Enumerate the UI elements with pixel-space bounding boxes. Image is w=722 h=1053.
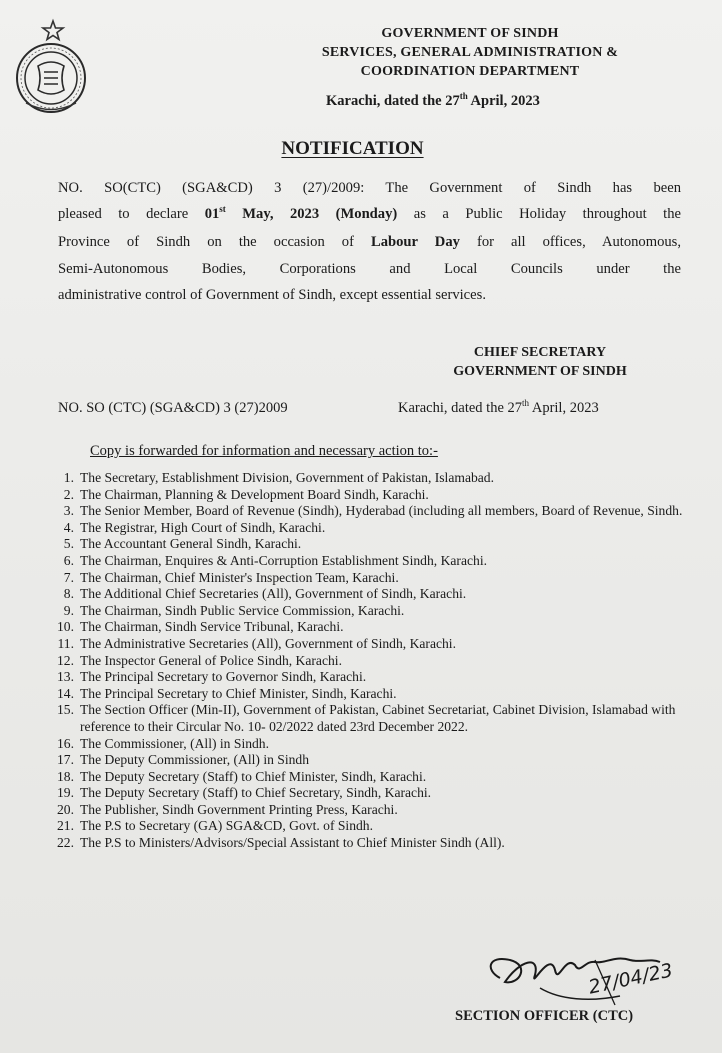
recipient-item xyxy=(50,736,700,753)
recipient-number: 17. xyxy=(57,752,74,768)
recipient-number: 7. xyxy=(63,569,74,585)
recipient-text: The Chairman, Planning & Development Board Sindh, Karachi. xyxy=(80,486,429,502)
recipient-text: The Inspector General of Police Sindh, Karachi. xyxy=(80,652,342,668)
recipient-number: 2. xyxy=(63,486,74,502)
recipient-item xyxy=(50,603,700,620)
recipient-number: 15. xyxy=(57,702,74,718)
recipient-number: 9. xyxy=(63,602,74,618)
recipient-text: The Publisher, Sindh Government Printing Press, Karachi. xyxy=(80,801,398,817)
header-date: Karachi, dated the 27th April, 2023 xyxy=(326,91,540,109)
recipient-text: The Principal Secretary to Chief Minister, Sindh, Karachi. xyxy=(80,685,397,701)
recipient-list xyxy=(50,470,700,852)
recipient-number: 1. xyxy=(63,470,74,485)
recipient-item xyxy=(50,669,700,686)
recipient-text: The Section Officer (Min-II), Government of Pakistan, Cabinet Secretariat, Cabinet Division, Islamabad with reference to their Circular No. 10- 02/2022 dated 23rd December 2022. xyxy=(80,702,676,734)
government-seal-icon xyxy=(6,18,96,118)
recipient-number: 21. xyxy=(57,818,74,834)
recipient-item xyxy=(50,586,700,603)
section-officer-signatory: SECTION OFFICER (CTC) xyxy=(455,1008,634,1024)
recipient-item xyxy=(50,769,700,786)
header-line-1: GOVERNMENT OF SINDH xyxy=(381,26,559,41)
signature-date: 27/04/23 xyxy=(586,959,675,999)
recipient-item xyxy=(50,752,700,769)
recipient-item xyxy=(50,536,700,553)
recipient-item xyxy=(50,818,700,835)
recipient-text: The Deputy Commissioner, (All) in Sindh xyxy=(80,752,310,768)
recipient-item xyxy=(50,553,700,570)
recipient-item xyxy=(50,636,700,653)
recipient-item xyxy=(50,503,700,520)
recipient-text: The Chairman, Sindh Service Tribunal, Karachi. xyxy=(80,619,344,635)
recipient-item xyxy=(50,487,700,504)
header-line-3: COORDINATION DEPARTMENT xyxy=(360,64,580,79)
endorsement-ref-no: NO. SO (CTC) (SGA&CD) 3 (27)2009 xyxy=(58,400,288,416)
header-line-2: SERVICES, GENERAL ADMINISTRATION & xyxy=(321,45,619,60)
recipient-number: 3. xyxy=(63,503,74,519)
recipient-text: The Deputy Secretary (Staff) to Chief Minister, Sindh, Karachi. xyxy=(80,768,427,784)
recipient-text: The Administrative Secretaries (All), Government of Sindh, Karachi. xyxy=(80,635,456,651)
recipient-text: The Accountant General Sindh, Karachi. xyxy=(80,536,302,552)
recipient-item xyxy=(50,802,700,819)
recipient-text: The Deputy Secretary (Staff) to Chief Secretary, Sindh, Karachi. xyxy=(80,785,432,801)
recipient-text: The Commissioner, (All) in Sindh. xyxy=(80,735,270,751)
recipient-item xyxy=(50,702,700,735)
recipient-number: 14. xyxy=(57,685,74,701)
recipient-item xyxy=(50,520,700,537)
recipient-item xyxy=(50,835,700,852)
endorsement-date: Karachi, dated the 27th April, 2023 xyxy=(398,398,599,416)
recipient-text: The Secretary, Establishment Division, Government of Pakistan, Islamabad. xyxy=(80,470,495,485)
recipient-item xyxy=(50,785,700,802)
page-title: NOTIFICATION xyxy=(281,138,424,159)
recipient-text: The P.S to Ministers/Advisors/Special Assistant to Chief Minister Sindh (All). xyxy=(80,835,505,851)
recipient-text: The Additional Chief Secretaries (All), Government of Sindh, Karachi. xyxy=(80,586,467,602)
body-line-2: pleased to declare 01st May, 2023 (Monday) as a Public Holiday throughout the xyxy=(58,204,681,222)
department-header xyxy=(290,24,650,81)
recipient-text: The Senior Member, Board of Revenue (Sindh), Hyderabad (including all members, Board of Revenue, Sindh. xyxy=(80,503,683,519)
recipient-text: The Chairman, Sindh Public Service Commission, Karachi. xyxy=(80,602,405,618)
recipient-item xyxy=(50,653,700,670)
recipient-number: 12. xyxy=(57,652,74,668)
recipient-number: 20. xyxy=(57,801,74,817)
body-line-4: Semi-Autonomous Bodies, Corporations and Local Councils under the xyxy=(58,261,681,277)
recipient-number: 19. xyxy=(57,785,74,801)
recipient-item xyxy=(50,619,700,636)
recipient-number: 6. xyxy=(63,552,74,568)
recipient-text: The Principal Secretary to Governor Sindh, Karachi. xyxy=(80,669,367,685)
recipient-text: The Chairman, Chief Minister's Inspection Team, Karachi. xyxy=(80,569,399,585)
recipient-item xyxy=(50,686,700,703)
body-line-3: Province of Sindh on the occasion of Labour Day for all offices, Autonomous, xyxy=(58,234,681,250)
recipient-item xyxy=(50,470,700,487)
recipient-number: 8. xyxy=(63,586,74,602)
recipient-item xyxy=(50,570,700,587)
recipient-number: 11. xyxy=(57,635,74,651)
recipient-number: 13. xyxy=(57,669,74,685)
recipient-number: 5. xyxy=(63,536,74,552)
recipient-text: The Registrar, High Court of Sindh, Karachi. xyxy=(80,519,326,535)
recipient-number: 16. xyxy=(57,735,74,751)
chief-secretary-signatory: CHIEF SECRETARY GOVERNMENT OF SINDH xyxy=(453,345,627,379)
recipient-text: The P.S to Secretary (GA) SGA&CD, Govt. of Sindh. xyxy=(80,818,374,834)
recipient-number: 18. xyxy=(57,768,74,784)
copy-forwarded-line: Copy is forwarded for information and necessary action to:- xyxy=(90,443,438,459)
body-line-5: administrative control of Government of Sindh, except essential services. xyxy=(58,287,486,303)
recipient-text: The Chairman, Enquires & Anti-Corruption Establishment Sindh, Karachi. xyxy=(80,552,487,568)
recipient-number: 4. xyxy=(63,519,74,535)
body-line-1: NO. SO(CTC) (SGA&CD) 3 (27)/2009: The Government of Sindh has been xyxy=(58,180,681,196)
recipient-number: 22. xyxy=(57,835,74,851)
recipient-number: 10. xyxy=(57,619,74,635)
